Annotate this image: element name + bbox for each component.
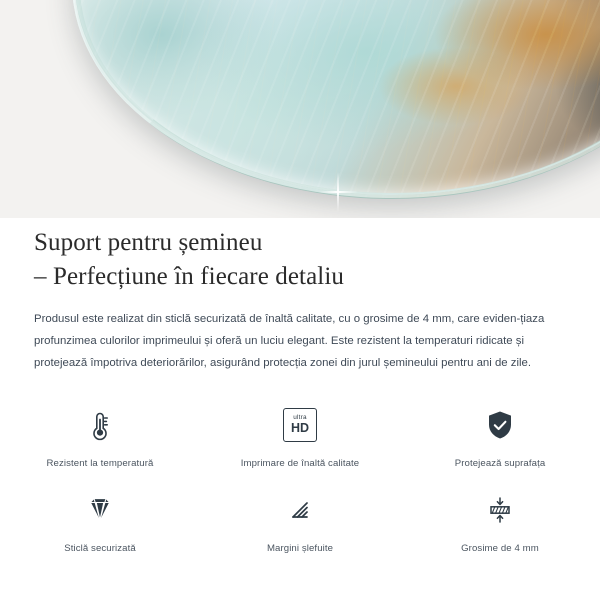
headline-line-1: Suport pentru șemineu bbox=[34, 229, 263, 256]
thickness-icon bbox=[477, 487, 523, 533]
glass-panel-image bbox=[72, 0, 600, 198]
product-description-text: Produsul este realizat din sticlă securizată de înaltă calitate, cu o grosime de 4 mm, care eviden-țiaza profunzimea culorilor imprimeului și oferă un luciu elegant. Este rezistent la temperaturi ridicate și protejează împotriva deteriorărilor, asigurând protecția zonei din jurul șemineului pentru ani de zile. bbox=[34, 313, 545, 369]
page-title bbox=[34, 226, 566, 293]
feature-label: Margini șlefuite bbox=[266, 543, 334, 554]
content-block bbox=[0, 226, 600, 375]
marble-texture-overlay bbox=[72, 0, 600, 198]
polished-edges-icon bbox=[277, 487, 323, 533]
feature-surface-protection bbox=[400, 402, 600, 469]
ultra-hd-badge-top: ultra bbox=[293, 414, 307, 422]
headline-line-2: – Perfecțiune în fiecare detaliu bbox=[34, 262, 344, 290]
thermometer-icon bbox=[77, 402, 123, 448]
feature-polished-edges bbox=[200, 487, 400, 554]
diamond-icon bbox=[77, 487, 123, 533]
ultra-hd-icon bbox=[277, 402, 323, 448]
feature-temperature-resistant bbox=[0, 402, 200, 469]
feature-label: Sticlă securizată bbox=[64, 543, 136, 554]
feature-tempered-glass bbox=[0, 487, 200, 554]
feature-label: Imprimare de înaltă calitate bbox=[240, 458, 360, 469]
feature-label: Rezistent la temperatură bbox=[46, 458, 154, 469]
feature-label: Protejează suprafața bbox=[454, 458, 546, 469]
hero-image-section bbox=[0, 0, 600, 218]
ultra-hd-badge-bottom: HD bbox=[290, 421, 310, 436]
feature-print-quality bbox=[200, 402, 400, 469]
feature-grid bbox=[0, 402, 600, 554]
shield-check-icon bbox=[477, 402, 523, 448]
feature-label: Grosime de 4 mm bbox=[461, 543, 539, 554]
feature-thickness bbox=[400, 487, 600, 554]
